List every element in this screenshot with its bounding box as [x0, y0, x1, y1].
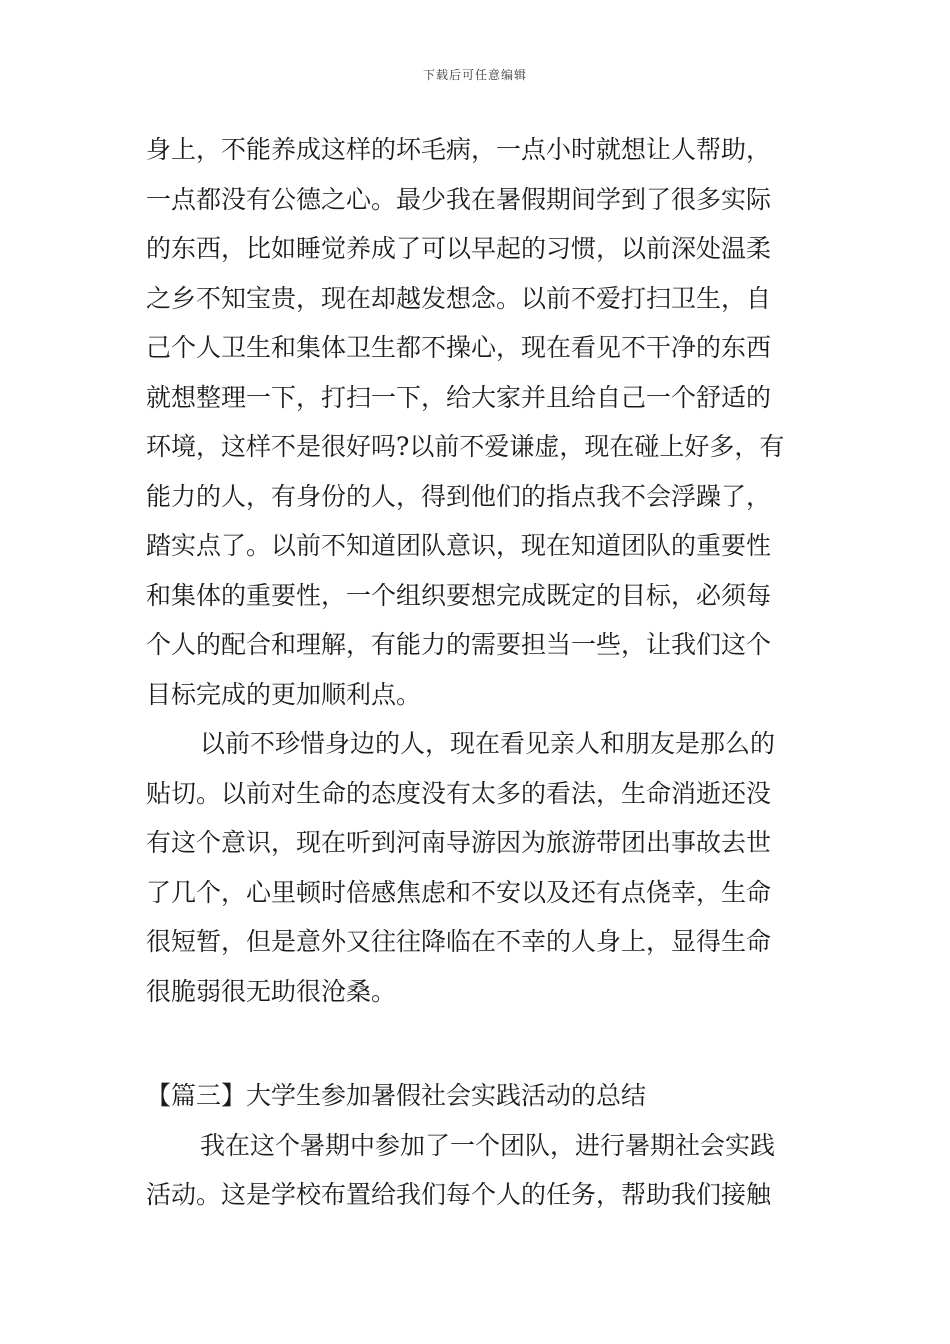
paragraph-1	[146, 125, 806, 719]
section-3	[146, 1071, 806, 1220]
text-line: 以前不珍惜身边的人，现在看见亲人和朋友是那么的	[200, 729, 776, 758]
text-line: 个人的配合和理解，有能力的需要担当一些，让我们这个	[146, 630, 772, 659]
text-line: 我在这个暑期中参加了一个团队，进行暑期社会实践	[200, 1130, 776, 1160]
text-line: 能力的人，有身份的人，得到他们的指点我不会浮躁了，	[146, 481, 772, 511]
section-heading: 【篇三】大学生参加暑假社会实践活动的总结	[146, 1081, 647, 1110]
text-line: 了几个，心里顿时倍感焦虑和不安以及还有点侥幸，生命	[146, 877, 772, 907]
text-line: 身上，不能养成这样的坏毛病，一点小时就想让人帮助，	[146, 135, 772, 164]
text-line: 踏实点了。以前不知道团队意识，现在知道团队的重要性	[146, 531, 772, 560]
text-line: 的东西，比如睡觉养成了可以早起的习惯，以前深处温柔	[146, 234, 772, 263]
text-line: 就想整理一下，打扫一下，给大家并且给自己一个舒适的	[146, 382, 772, 412]
text-line: 贴切。以前对生命的态度没有太多的看法，生命消逝还没	[146, 778, 772, 808]
text-line: 和集体的重要性，一个组织要想完成既定的目标，必须每	[146, 580, 772, 610]
text-line: 己个人卫生和集体卫生都不操心，现在看见不干净的东西	[146, 333, 772, 362]
page-header: 下载后可任意编辑	[422, 68, 527, 82]
text-line: 环境，这样不是很好吗?以前不爱谦虚，现在碰上好多，有	[146, 432, 785, 461]
text-line: 之乡不知宝贵，现在却越发想念。以前不爱打扫卫生，自	[146, 283, 772, 313]
text-line: 有这个意识，现在听到河南导游因为旅游带团出事故去世	[146, 828, 772, 857]
text-line: 活动。这是学校布置给我们每个人的任务，帮助我们接触	[146, 1180, 772, 1209]
text-line: 很短暂，但是意外又往往降临在不幸的人身上，显得生命	[146, 927, 772, 956]
paragraph-2	[146, 719, 806, 1016]
text-line: 一点都没有公德之心。最少我在暑假期间学到了很多实际	[146, 184, 772, 214]
text-line: 很脆弱很无助很沧桑。	[146, 976, 397, 1006]
text-line: 目标完成的更加顺利点。	[146, 679, 422, 709]
